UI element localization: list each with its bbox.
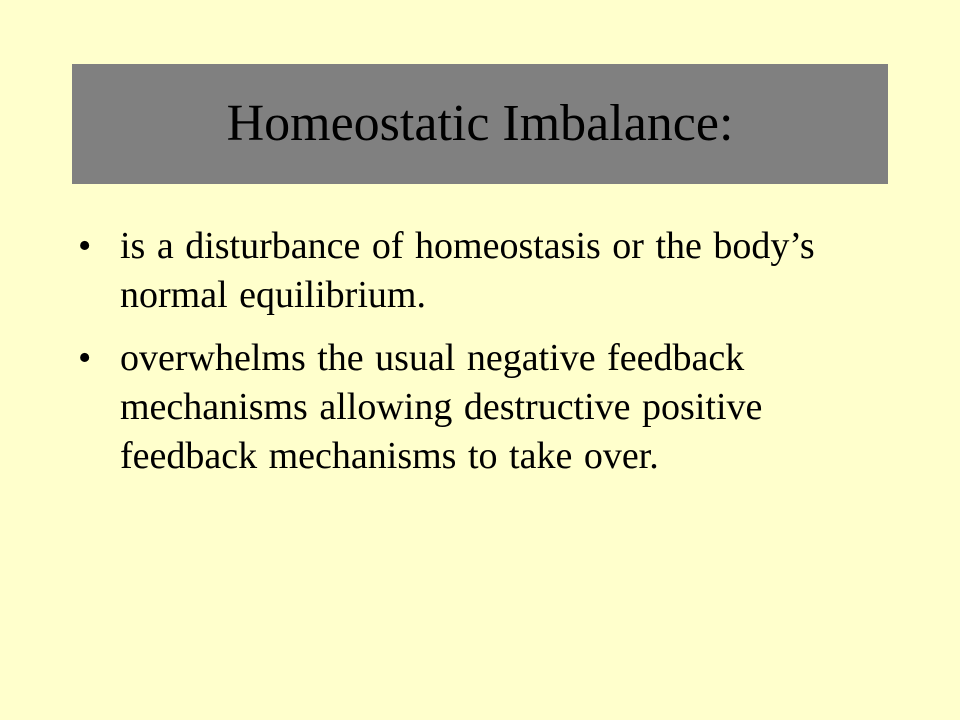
slide-title: Homeostatic Imbalance: xyxy=(226,95,734,152)
bullet-icon: • xyxy=(78,337,92,379)
bullet-icon: • xyxy=(78,225,92,267)
bullet-item xyxy=(78,222,868,320)
bullet-text: overwhelms the usual negative feedback mechanisms allowing destructive positive feedback mechanisms to take over. xyxy=(120,337,763,477)
title-bar xyxy=(72,64,888,184)
bullet-list xyxy=(78,222,868,495)
bullet-item xyxy=(78,334,868,481)
bullet-text: is a disturbance of homeostasis or the body’s normal equilibrium. xyxy=(120,225,815,316)
